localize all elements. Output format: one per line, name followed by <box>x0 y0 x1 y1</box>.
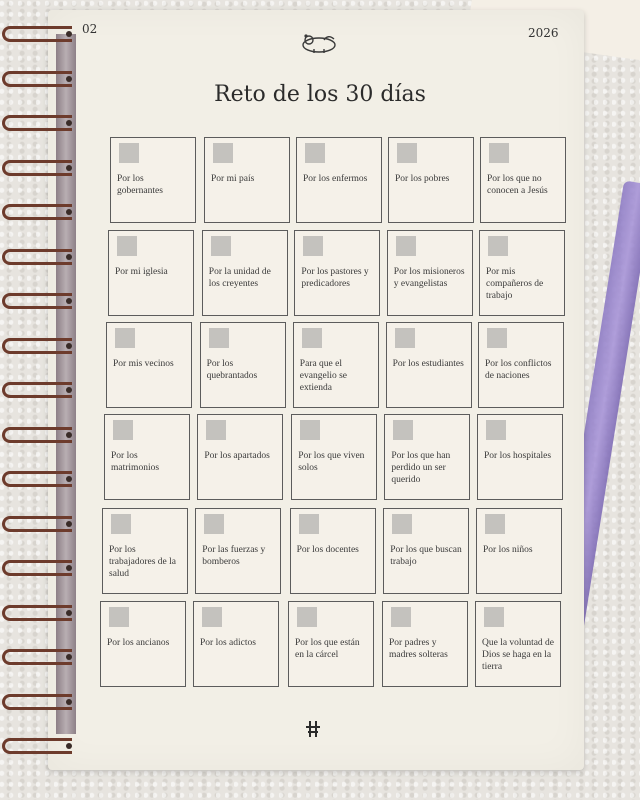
challenge-label: Por los apartados <box>204 451 270 461</box>
challenge-label: Por los hospitales <box>484 451 552 461</box>
plus-cross-logo-icon <box>305 720 321 738</box>
challenge-cell <box>478 322 564 408</box>
challenge-cell <box>290 508 376 594</box>
challenge-cell <box>476 508 562 594</box>
checkbox-square[interactable] <box>115 328 135 348</box>
challenge-label: Por los docentes <box>296 545 359 555</box>
checkbox-square[interactable] <box>109 607 129 627</box>
challenge-label: Que la voluntad de Dios se haga en la tierra <box>482 638 555 672</box>
checkbox-square[interactable] <box>300 420 320 440</box>
checkbox-square[interactable] <box>302 328 322 348</box>
challenge-label: Por los estudiantes <box>392 359 464 369</box>
challenge-label: Por los adictos <box>200 638 256 648</box>
checkbox-square[interactable] <box>391 607 411 627</box>
checkbox-square[interactable] <box>303 236 323 256</box>
challenge-label: Por los que buscan trabajo <box>390 545 462 567</box>
challenge-label: Por los gobernantes <box>117 174 163 196</box>
challenge-cell <box>291 414 377 500</box>
challenge-label: Por las fuerzas y bomberos <box>202 545 266 567</box>
challenge-cell <box>202 230 288 316</box>
checkbox-square[interactable] <box>392 514 412 534</box>
challenge-label: Por los que no conocen a Jesús <box>487 174 548 196</box>
checkbox-square[interactable] <box>393 420 413 440</box>
challenge-label: Por padres y madres solteras <box>389 638 448 660</box>
challenge-cell <box>106 322 192 408</box>
challenge-label: Por los pastores y predicadores <box>301 267 369 289</box>
challenge-cell <box>296 137 382 223</box>
checkbox-square[interactable] <box>111 514 131 534</box>
checkbox-square[interactable] <box>113 420 133 440</box>
checkbox-square[interactable] <box>211 236 231 256</box>
checkbox-square[interactable] <box>305 143 325 163</box>
challenge-label: Por mi iglesia <box>115 267 168 277</box>
challenge-label: Por mis vecinos <box>113 359 174 369</box>
challenge-cell <box>288 601 374 687</box>
checkbox-square[interactable] <box>299 514 319 534</box>
challenge-label: Por los misioneros y evangelistas <box>393 267 465 289</box>
challenge-label: Por mis compañeros de trabajo <box>486 267 544 301</box>
challenge-label: Por los que están en la cárcel <box>295 638 360 660</box>
checkbox-square[interactable] <box>206 420 226 440</box>
challenge-cell <box>197 414 283 500</box>
checkbox-square[interactable] <box>489 143 509 163</box>
year-label: 2026 <box>528 26 559 40</box>
checkbox-square[interactable] <box>213 143 233 163</box>
challenge-label: Por los enfermos <box>303 174 368 184</box>
challenge-cell <box>479 230 565 316</box>
challenge-label: Por mi país <box>211 174 255 184</box>
checkbox-square[interactable] <box>396 236 416 256</box>
challenge-cell <box>110 137 196 223</box>
challenge-cell <box>200 322 286 408</box>
challenge-label: Por los conflictos de naciones <box>485 359 552 381</box>
checkbox-square[interactable] <box>395 328 415 348</box>
checkbox-square[interactable] <box>487 328 507 348</box>
checkbox-square[interactable] <box>202 607 222 627</box>
checkbox-square[interactable] <box>204 514 224 534</box>
challenge-cell <box>386 322 472 408</box>
challenge-label: Por los matrimonios <box>111 451 160 473</box>
challenge-cell <box>104 414 190 500</box>
challenge-cell <box>480 137 566 223</box>
challenge-cell <box>102 508 188 594</box>
challenge-cell <box>384 414 470 500</box>
checkbox-square[interactable] <box>209 328 229 348</box>
challenge-cell <box>108 230 194 316</box>
challenge-cell <box>477 414 563 500</box>
challenge-cell <box>293 322 379 408</box>
checkbox-square[interactable] <box>485 514 505 534</box>
challenge-label: Por los trabajadores de la salud <box>109 545 176 579</box>
challenge-cell <box>193 601 279 687</box>
checkbox-square[interactable] <box>119 143 139 163</box>
challenge-label: Por la unidad de los creyentes <box>208 267 271 289</box>
page-title: Reto de los 30 días <box>214 82 426 107</box>
checkbox-square[interactable] <box>397 143 417 163</box>
page-number: 02 <box>82 22 98 36</box>
challenge-cell <box>475 601 561 687</box>
challenge-cell <box>100 601 186 687</box>
checkbox-square[interactable] <box>488 236 508 256</box>
challenge-cell <box>387 230 473 316</box>
checkbox-square[interactable] <box>486 420 506 440</box>
challenge-label: Por los pobres <box>395 174 450 184</box>
challenge-label: Para que el evangelio se extienda <box>299 359 348 393</box>
challenge-label: Por los ancianos <box>107 638 170 648</box>
challenge-cell <box>383 508 469 594</box>
challenge-label: Por los niños <box>483 545 533 555</box>
challenge-cell <box>204 137 290 223</box>
challenge-cell <box>294 230 380 316</box>
challenge-cell <box>382 601 468 687</box>
challenge-label: Por los que han perdido un ser querido <box>391 451 451 485</box>
checkbox-square[interactable] <box>484 607 504 627</box>
challenge-cell <box>195 508 281 594</box>
challenge-label: Por los que viven solos <box>298 451 365 473</box>
challenge-cell <box>388 137 474 223</box>
checkbox-square[interactable] <box>297 607 317 627</box>
checkbox-square[interactable] <box>117 236 137 256</box>
challenge-label: Por los quebrantados <box>206 359 258 381</box>
